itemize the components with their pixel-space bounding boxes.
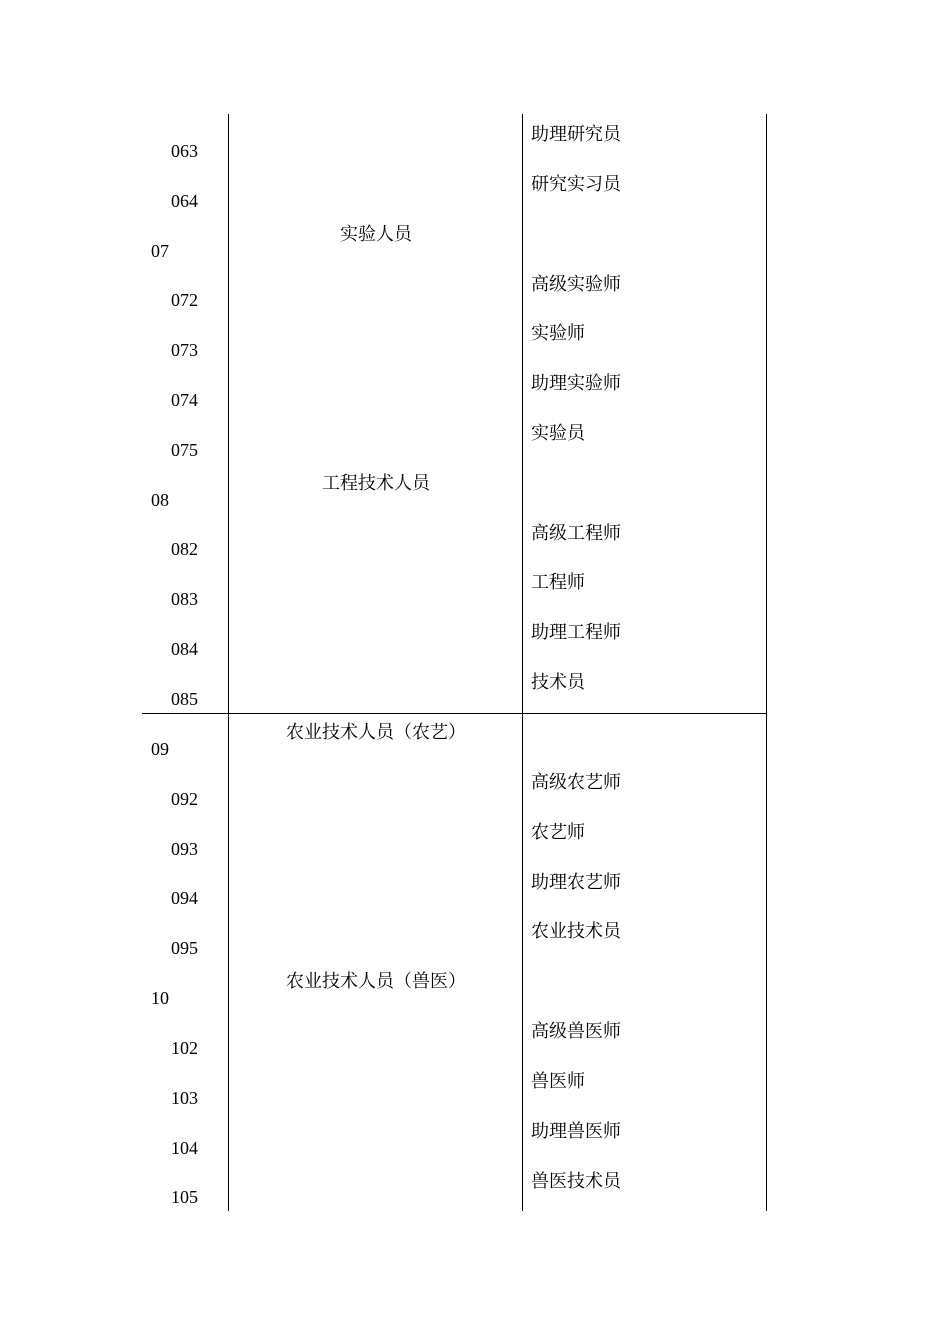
- table-row-code: 08: [151, 490, 169, 510]
- table-row-code: 09: [151, 739, 169, 759]
- table-row-code: 105: [171, 1187, 198, 1207]
- table-row-code: 072: [171, 290, 198, 310]
- table-row-title: 助理工程师: [531, 622, 621, 643]
- table-horizontal-rule: [142, 713, 767, 714]
- table-row-code: 084: [171, 639, 198, 659]
- table-row-title: 农艺师: [531, 822, 585, 843]
- table-row-category: 实验人员: [340, 224, 412, 245]
- table-row-code: 075: [171, 440, 198, 460]
- table-row-title: 助理兽医师: [531, 1121, 621, 1142]
- table-vertical-rule-right: [766, 114, 767, 1211]
- table-row-code: 074: [171, 390, 198, 410]
- table-row-code: 07: [151, 241, 169, 261]
- table-row-code: 093: [171, 839, 198, 859]
- table-row-category: 农业技术人员（兽医）: [286, 971, 466, 992]
- table-row-code: 094: [171, 888, 198, 908]
- table-row-title: 兽医师: [531, 1071, 585, 1092]
- table-row-code: 073: [171, 340, 198, 360]
- table-row-category: 农业技术人员（农艺）: [286, 722, 466, 743]
- table-row-code: 095: [171, 938, 198, 958]
- table-row-code: 103: [171, 1088, 198, 1108]
- table-row-title: 高级工程师: [531, 523, 621, 544]
- table-row-code: 102: [171, 1038, 198, 1058]
- table-row-title: 技术员: [531, 672, 585, 693]
- table-row-title: 工程师: [531, 572, 585, 593]
- table-row-title: 助理农艺师: [531, 872, 621, 893]
- table-row-code: 092: [171, 789, 198, 809]
- table-row-code: 083: [171, 589, 198, 609]
- table-vertical-rule-left: [228, 114, 229, 1211]
- table-row-category: 工程技术人员: [322, 473, 430, 494]
- table-row-title: 高级农艺师: [531, 772, 621, 793]
- table-vertical-rule-middle: [522, 114, 523, 1211]
- table-row-title: 实验员: [531, 423, 585, 444]
- table-row-title: 研究实习员: [531, 174, 621, 195]
- table-row-title: 助理研究员: [531, 124, 621, 145]
- table-row-code: 085: [171, 689, 198, 709]
- table-row-title: 高级兽医师: [531, 1021, 621, 1042]
- table-row-code: 064: [171, 191, 198, 211]
- table-row-code: 063: [171, 141, 198, 161]
- table-row-title: 农业技术员: [531, 921, 621, 942]
- table-row-title: 高级实验师: [531, 274, 621, 295]
- table-row-title: 兽医技术员: [531, 1171, 621, 1192]
- table-row-title: 实验师: [531, 323, 585, 344]
- table-row-code: 082: [171, 539, 198, 559]
- table-row-code: 104: [171, 1138, 198, 1158]
- table-row-code: 10: [151, 988, 169, 1008]
- table-row-title: 助理实验师: [531, 373, 621, 394]
